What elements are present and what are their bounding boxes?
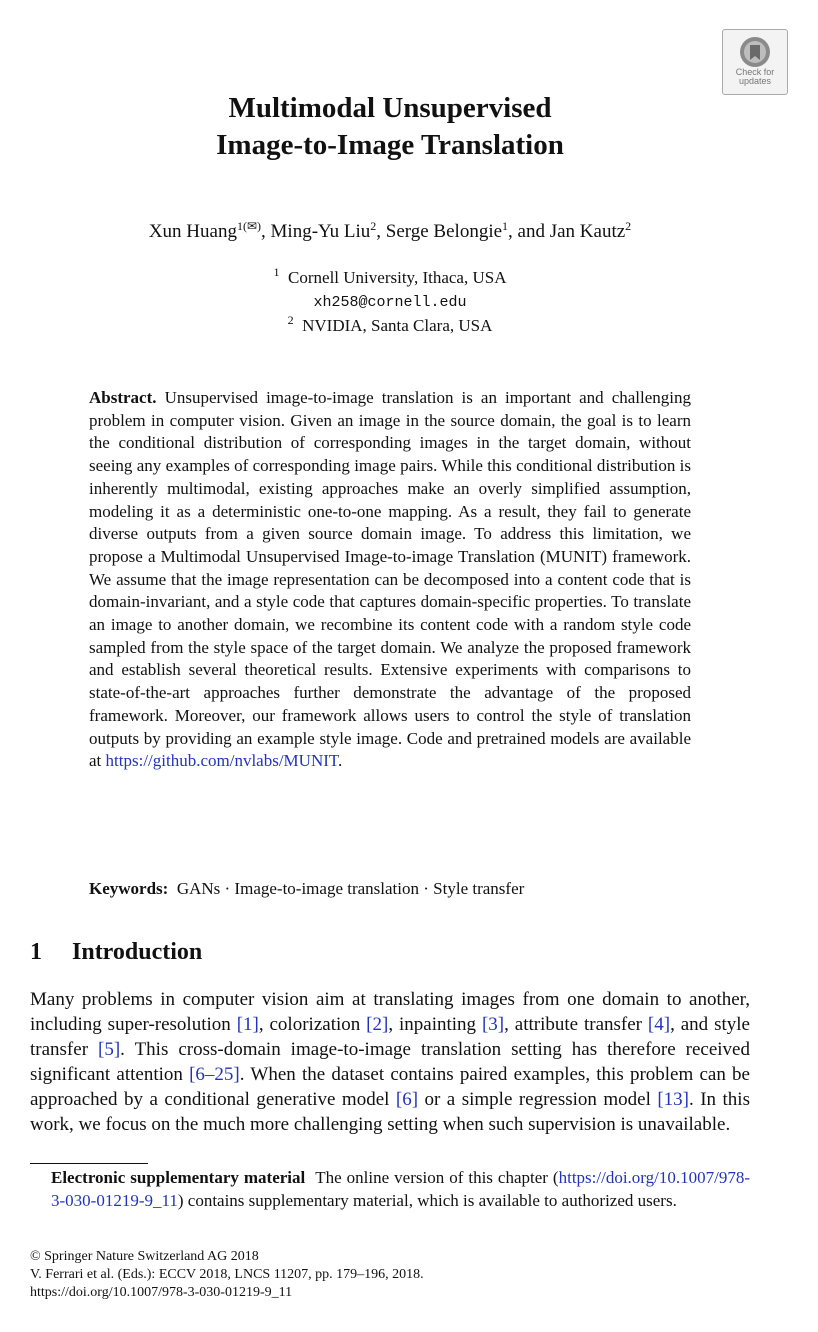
section-number: 1 [30, 939, 42, 965]
author-3-affil: 1 [502, 219, 509, 233]
citation-link[interactable]: [4] [647, 1014, 671, 1035]
badge-line1: Check for [735, 67, 775, 77]
author-3: Serge Belongie [385, 221, 503, 242]
intro-text: . This cross-domain image-to-image translation setting has therefore received significant attention [30, 1039, 750, 1085]
footnote-divider [30, 1163, 148, 1164]
copyright-line: © Springer Nature Switzerland AG 2018 [30, 1249, 259, 1264]
section-heading [30, 936, 202, 968]
section-title: Introduction [72, 939, 203, 965]
abstract-end: . [338, 751, 343, 771]
affil-1: Cornell University, Ithaca, USA [288, 268, 507, 287]
intro-text: Many problems in computer vision aim at translating images from one domain to another, including super-resolution [30, 989, 750, 1035]
footnote [51, 1166, 750, 1212]
footnote-text-end: ) contains supplementary material, which is available to authorized users. [177, 1191, 677, 1210]
intro-text: , inpainting [388, 1014, 482, 1035]
copyright-block [30, 1248, 424, 1302]
supplementary-link[interactable]: https://doi.org/10.1007/978-3-030-01219-9_11 [51, 1168, 751, 1210]
author-4: and Jan Kautz [517, 221, 626, 242]
citation-link[interactable]: [5] [98, 1039, 121, 1060]
intro-text: , attribute transfer [504, 1014, 648, 1035]
title-line1: Multimodal Unsupervised [228, 92, 552, 124]
author-1: Xun Huang [148, 221, 237, 242]
doi-line[interactable]: https://doi.org/10.1007/978-3-030-01219-9_11 [30, 1285, 293, 1300]
intro-text: or a simple regression model [418, 1089, 658, 1110]
abstract-label: Abstract. [89, 388, 157, 407]
keywords-text: GANs · Image-to-image translation · Style transfer [176, 879, 525, 898]
title-line2: Image-to-Image Translation [216, 129, 564, 161]
author-1-affil: 1(✉) [236, 219, 262, 233]
paper-title [0, 90, 780, 164]
intro-text: , colorization [258, 1014, 367, 1035]
badge-line2: updates [738, 76, 772, 86]
check-for-updates-badge[interactable] [722, 29, 788, 95]
affil-1-num: 1 [273, 265, 280, 279]
intro-text: . When the dataset contains paired examples, this problem can be approached by a conditional generative model [30, 1064, 750, 1110]
footnote-text: The online version of this chapter ( [315, 1168, 559, 1187]
keywords-label: Keywords: [89, 879, 169, 898]
author-list: Xun Huang$^{1(✉)}$, Ming-Yu Liu$^2$, Serge Belongie$^1$, and Jan Kautz$^2$ [148, 219, 632, 242]
author-email[interactable]: xh258@cornell.edu [313, 294, 467, 311]
citation-link[interactable]: [2] [366, 1014, 389, 1035]
affiliations [0, 266, 780, 337]
bookmark-icon [739, 36, 771, 68]
affil-2-num: 2 [287, 313, 294, 327]
intro-text: . In this work, we focus on the much more challenging setting when such supervision is unavailable. [30, 1089, 750, 1135]
intro-paragraph [30, 987, 750, 1137]
citation-link[interactable]: [6] [395, 1089, 419, 1110]
affil-2: NVIDIA, Santa Clara, USA [302, 316, 493, 335]
footnote-label: Electronic supplementary material [51, 1168, 306, 1187]
code-link[interactable]: https://github.com/nvlabs/MUNIT [105, 751, 339, 771]
citation-link[interactable]: [6–25] [189, 1064, 240, 1085]
author-2: Ming-Yu Liu [270, 221, 371, 242]
abstract-text: Unsupervised image-to-image translation is an important and challenging problem in computer vision. Given an image in the source domain, the goal is to learn the conditional distribution of corresponding images in the target domain, without seeing any examples of corresponding image pairs. While this conditional distribution is inherently multimodal, existing approaches make an overly simplified assumption, modeling it as a deterministic one-to-one mapping. As a result, they fail to generate diverse outputs from a given source domain image. To address this limitation, we propose a Multimodal Unsupervised Image-to-image Translation (MUNIT) framework. We assume that the image representation can be decomposed into a content code that is domain-invariant, and a style code that captures domain-specific properties. To translate an image to another domain, we recombine its content code with a random style code sampled from the style space of the target domain. We analyze the proposed framework and establish several theoretical results. Extensive experiments with comparisons to state-of-the-art approaches further demonstrate the advantage of the proposed framework. Moreover, our framework allows users to control the style of translation outputs by providing an example style image. Code and pretrained models are available at [89, 388, 692, 771]
citation-link[interactable]: [3] [481, 1014, 505, 1035]
citation-link[interactable]: [13] [657, 1089, 690, 1110]
citation-link[interactable]: [1] [236, 1014, 259, 1035]
author-2-affil: 2 [370, 219, 377, 233]
intro-text: , and style transfer [30, 1014, 750, 1060]
abstract [89, 387, 691, 773]
keywords [89, 878, 691, 900]
author-4-affil: 2 [625, 219, 632, 233]
citation-line: V. Ferrari et al. (Eds.): ECCV 2018, LNCS 11207, pp. 179–196, 2018. [30, 1267, 424, 1282]
